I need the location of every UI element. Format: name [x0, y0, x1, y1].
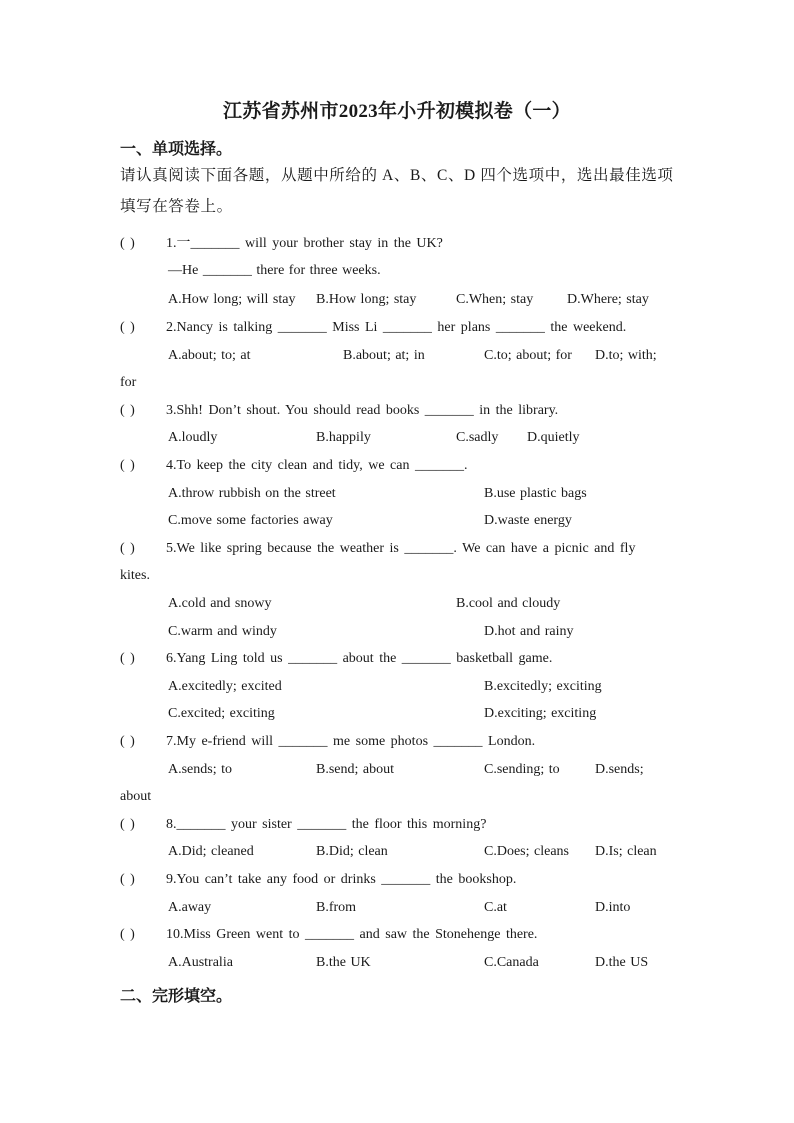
option-b[interactable]: B.cool and cloudy [456, 596, 561, 611]
question-wrap: kites. [120, 568, 150, 583]
option-wrap: for [120, 375, 137, 390]
answer-bracket[interactable]: ( ) [120, 817, 135, 832]
question-4 [120, 458, 680, 474]
option-b[interactable]: B.How long; stay [316, 292, 417, 307]
option-d[interactable]: D.to; with; [595, 348, 657, 363]
option-c[interactable]: C.sending; to [484, 762, 560, 777]
option-b[interactable]: B.excitedly; exciting [484, 679, 602, 694]
option-d[interactable]: D.quietly [527, 430, 580, 445]
question-1-sub: —He _______ there for three weeks. [168, 263, 381, 278]
question-stem: 10.Miss Green went to _______ and saw the Stonehenge there. [166, 927, 538, 942]
option-c[interactable]: C.to; about; for [484, 348, 572, 363]
question-5 [120, 541, 680, 557]
answer-bracket[interactable]: ( ) [120, 734, 135, 749]
option-d[interactable]: D.waste energy [484, 513, 572, 528]
option-b[interactable]: B.use plastic bags [484, 486, 587, 501]
answer-bracket[interactable]: ( ) [120, 236, 135, 251]
question-stem: 6.Yang Ling told us _______ about the _______ basketball game. [166, 651, 553, 666]
section-1-heading: 一、单项选择。 [120, 141, 233, 158]
option-b[interactable]: B.the UK [316, 955, 371, 970]
option-b[interactable]: B.Did; clean [316, 844, 388, 859]
option-b[interactable]: B.send; about [316, 762, 394, 777]
question-stem: 8._______ your sister _______ the floor this morning? [166, 817, 487, 832]
question-7 [120, 734, 680, 750]
option-a[interactable]: A.How long; will stay [168, 292, 296, 307]
option-a[interactable]: A.excitedly; excited [168, 679, 282, 694]
option-a[interactable]: A.away [168, 900, 212, 915]
question-stem: 2.Nancy is talking _______ Miss Li _______ her plans _______ the weekend. [166, 320, 627, 335]
option-wrap: about [120, 789, 152, 804]
option-c[interactable]: C.Does; cleans [484, 844, 569, 859]
page-title: 江苏省苏州市2023年小升初模拟卷（一） [222, 101, 571, 122]
answer-bracket[interactable]: ( ) [120, 458, 135, 473]
question-6 [120, 651, 680, 667]
answer-bracket[interactable]: ( ) [120, 320, 135, 335]
question-stem: 3.Shh! Don’t shout. You should read books _______ in the library. [166, 403, 559, 418]
option-d[interactable]: D.Where; stay [567, 292, 649, 307]
question-1 [120, 232, 680, 252]
option-c[interactable]: C.When; stay [456, 292, 534, 307]
question-stem: 9.You can’t take any food or drinks _______ the bookshop. [166, 872, 517, 887]
question-9 [120, 872, 680, 888]
option-c[interactable]: C.move some factories away [168, 513, 333, 528]
option-b[interactable]: B.about; at; in [343, 348, 425, 363]
question-8 [120, 817, 680, 833]
option-b[interactable]: B.happily [316, 430, 371, 445]
option-a[interactable]: A.about; to; at [168, 348, 251, 363]
option-c[interactable]: C.Canada [484, 955, 539, 970]
option-a[interactable]: A.loudly [168, 430, 218, 445]
answer-bracket[interactable]: ( ) [120, 403, 135, 418]
question-stem: 4.To keep the city clean and tidy, we can _______. [166, 458, 468, 473]
question-stem: 5.We like spring because the weather is _______. We can have a picnic and fly [166, 541, 636, 556]
option-a[interactable]: A.Did; cleaned [168, 844, 254, 859]
option-c[interactable]: C.excited; exciting [168, 706, 275, 721]
option-d[interactable]: D.hot and rainy [484, 624, 574, 639]
question-2 [120, 320, 680, 336]
answer-bracket[interactable]: ( ) [120, 541, 135, 556]
question-stem: 7.My e-friend will _______ me some photos _______ London. [166, 734, 536, 749]
option-c[interactable]: C.sadly [456, 430, 499, 445]
answer-bracket[interactable]: ( ) [120, 927, 135, 942]
option-a[interactable]: A.cold and snowy [168, 596, 272, 611]
section-1-instruction: 请认真阅读下面各题，从题中所给的 A、B、C、D 四个选项中，选出最佳选项填写在答卷上。 [120, 167, 674, 215]
answer-bracket[interactable]: ( ) [120, 651, 135, 666]
section-2-heading: 二、完形填空。 [120, 988, 233, 1005]
option-c[interactable]: C.at [484, 900, 507, 915]
question-3 [120, 403, 680, 419]
question-stem: 1.一_______ will your brother stay in the UK? [166, 236, 443, 251]
answer-bracket[interactable]: ( ) [120, 872, 135, 887]
option-d[interactable]: D.exciting; exciting [484, 706, 597, 721]
question-10 [120, 927, 680, 943]
option-a[interactable]: A.sends; to [168, 762, 232, 777]
option-d[interactable]: D.Is; clean [595, 844, 657, 859]
option-d[interactable]: D.into [595, 900, 631, 915]
option-c[interactable]: C.warm and windy [168, 624, 277, 639]
option-b[interactable]: B.from [316, 900, 357, 915]
option-d[interactable]: D.sends; [595, 762, 644, 777]
option-a[interactable]: A.throw rubbish on the street [168, 486, 336, 501]
option-d[interactable]: D.the US [595, 955, 649, 970]
option-a[interactable]: A.Australia [168, 955, 233, 970]
